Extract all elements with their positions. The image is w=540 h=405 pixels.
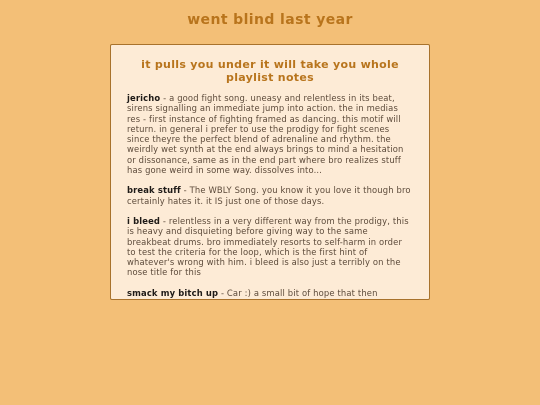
post-title: it pulls you under it will take you whole playlist notes: [141, 58, 399, 84]
note-jericho: [127, 93, 413, 175]
note-break-stuff: [127, 185, 413, 206]
track-note: - relentless in a very different way from the prodigy, this is heavy and disquieting before giving way to the same breakbeat drums. bro immediately resorts to self-harm in order to test the criteria for the loop, which is the first hint of whatever's wrong with him. i bleed is also just a terribly on the nose title for this: [127, 215, 409, 278]
note-i-bleed: [127, 216, 413, 278]
track-name: break stuff: [127, 185, 181, 196]
note-smack-my-bitch-up: [127, 288, 413, 298]
site-title[interactable]: went blind last year: [187, 12, 353, 28]
track-note: - a good fight song. uneasy and relentless in its beat, sirens signalling an immediate jump into action. the in medias res - first instance of fighting framed as dancing. this motif will return. in general i prefer to use the prodigy for fight scenes since theyre the perfect blend of adrenaline and rhythm. the weirdly wet synth at the end always brings to mind a hesitation or dissonance, same as in the end part where bro realizes stuff has gone weird in some way. dissolves into...: [127, 93, 404, 176]
track-note: - Car :) a small bit of hope that then: [218, 287, 378, 298]
track-name: smack my bitch up: [127, 287, 219, 298]
track-note: - The WBLY Song. you know it you love it though bro certainly hates it. it IS just one of those days.: [127, 185, 411, 206]
track-name: jericho: [127, 93, 161, 103]
playlist-notes: [127, 93, 413, 298]
track-name: i bleed: [127, 215, 161, 226]
post-card: [110, 44, 430, 300]
